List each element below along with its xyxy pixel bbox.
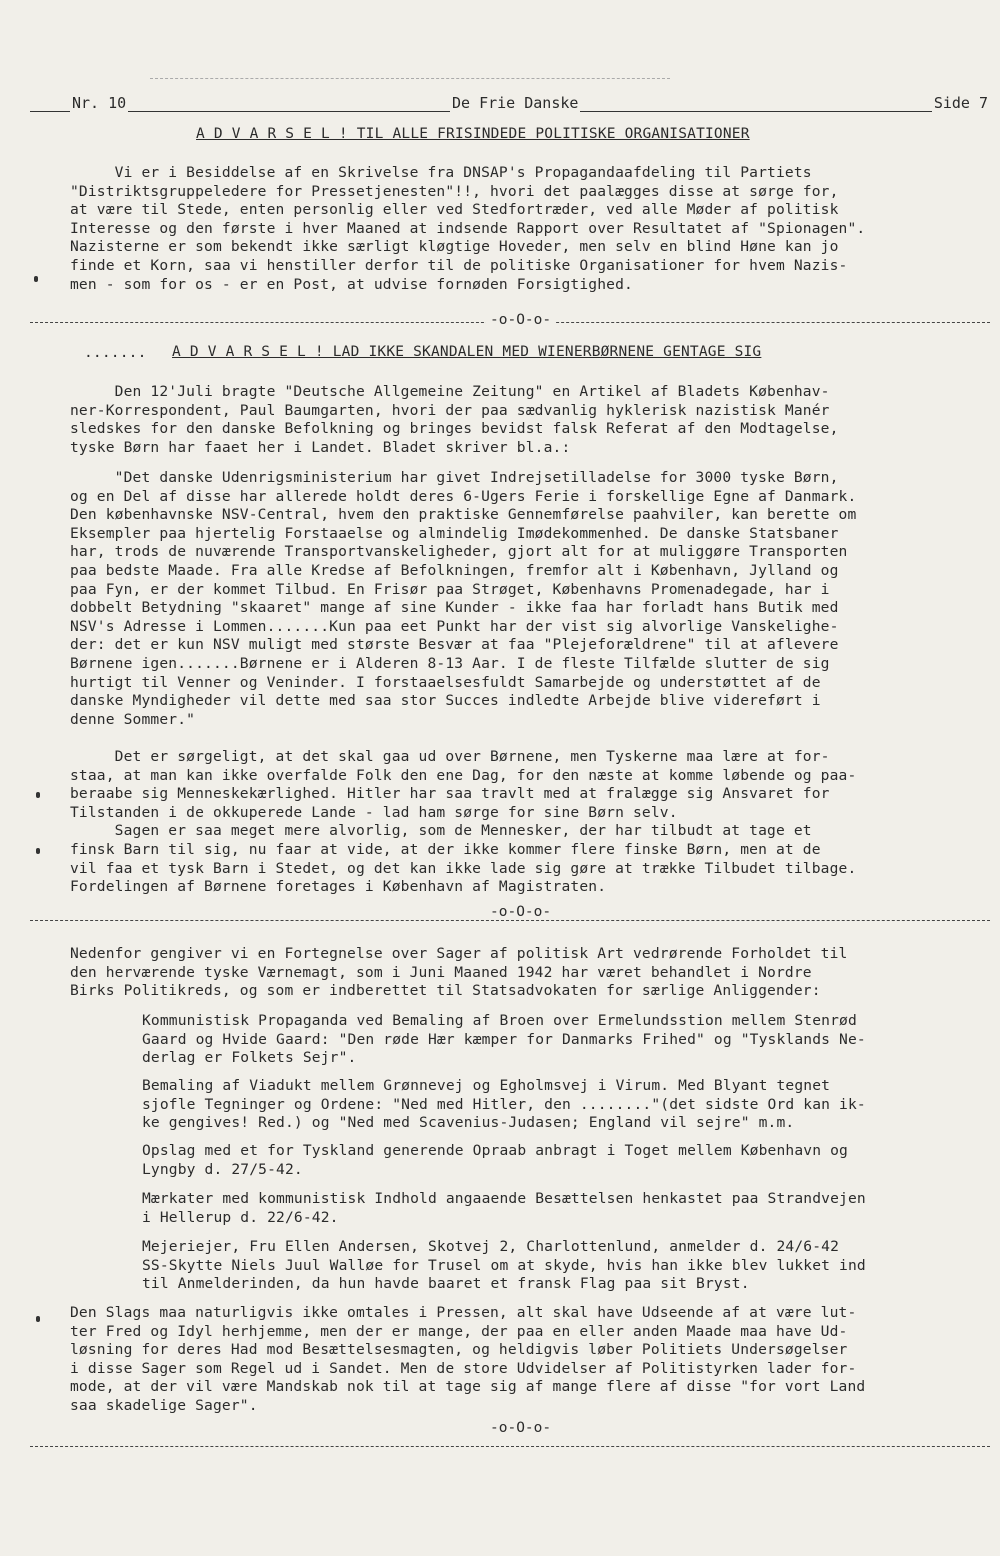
separator-2-mark: -o-O-o-	[486, 904, 555, 920]
section3-intro: Nedenfor gengiver vi en Fortegnelse over Sager af politisk Art vedrørende Forholdet til den herværende tyske Værnemagt, som i Juni Maaned 1942 har været behandlet i Nordre Birks Politikreds, og som er indberettet til Statsadvokaten for særlige Anliggender:	[70, 945, 848, 1000]
section2-title: A D V A R S E L ! LAD IKKE SKANDALEN MED WIENERBØRNENE GENTAGE SIG	[172, 344, 762, 360]
margin-mark	[36, 792, 40, 798]
separator-1-mark: -o-O-o-	[486, 312, 555, 328]
separator-2	[30, 920, 990, 921]
case-item: Bemaling af Viadukt mellem Grønnevej og Egholmsvej i Virum. Med Blyant tegnet sjofle Tegninger og Ordene: "Ned med Hitler, den ........"(det sidste Ord kan ik- ke gengives! Red.) og "Ned med Scavenius-Judasen; England vil sejre" m.m.	[142, 1077, 866, 1132]
section1-title: A D V A R S E L ! TIL ALLE FRISINDEDE POLITISKE ORGANISATIONER	[196, 126, 750, 142]
case-item: Kommunistisk Propaganda ved Bemaling af Broen over Ermelundsstion mellem Stenrød Gaard og Hvide Gaard: "Den røde Hær kæmper for Danmarks Frihed" og "Tysklands Ne- derlag er Folkets Sejr".	[142, 1012, 866, 1067]
page-header	[30, 94, 990, 116]
margin-mark	[36, 848, 40, 854]
separator-3-mark: -o-O-o-	[486, 1420, 555, 1436]
top-margin-rule	[150, 78, 670, 79]
page-number: Side 7	[933, 94, 988, 112]
case-item: Mejeriejer, Fru Ellen Andersen, Skotvej 2, Charlottenlund, anmelder d. 24/6-42 SS-Skytte Niels Juul Walløe for Trusel om at skyde, hvis han ikke blev lukket ind til Anmelderinden, da hun havde baaret et fransk Flag paa sit Bryst.	[142, 1238, 866, 1293]
section2-quote: "Det danske Udenrigsministerium har givet Indrejsetilladelse for 3000 tyske Børn, og en Del af disse har allerede holdt deres 6-Ugers Ferie i forskellige Egne af Danmark. Den københavnske NSV-Central, hvem den praktiske Gennemførelse paahviler, kan berette om Eksempler paa hjertelig Forstaaelse og almindelig Imødekommenhed. De danske Statsbaner har, trods de nuværende Transportvanskeligheder, gjort alt for at muliggøre Transporten paa bedste Maade. Fra alle Kredse af Befolkningen, fremfor alt i København, Jylland og paa Fyn, er der kommet Tilbud. En Frisør paa Strøget, Københavns Promenadegade, har i dobbelt Betydning "skaaret" mange af sine Kunder - ikke faa har forladt hans Butik med NSV's Adresse i Lommen.......Kun paa eet Punkt har der vist sig alvorlige Vanskelighe- der: det er kun NSV muligt med største Besvær at faa "Plejeforældrene" til at aflevere Børnene igen.......Børnene er i Alderen 8-13 Aar. I de fleste Tilfælde slutter de sig hurtigt til Venner og Veninder. I forstaaelsesfuldt Samarbejde og understøttet af de danske Myndigheder vil dette med saa stor Succes indledte Arbejde blive videreført i denne Sommer."	[70, 469, 857, 728]
case-item: Mærkater med kommunistisk Indhold angaaende Besættelsen henkastet paa Strandvejen i Hellerup d. 22/6-42.	[142, 1190, 866, 1226]
section2-commentary: Det er sørgeligt, at det skal gaa ud over Børnene, men Tyskerne maa lære at for- staa, at man kan ikke overfalde Folk den ene Dag, for den næste at komme løbende og paa- beraabe sig Menneskekærlighed. Hitler har saa travlt med at fralægge sig Ansvaret for Tilstanden i de okkuperede Lande - lad ham sørge for sine Børn selv. Sagen er saa meget mere alvorlig, som de Mennesker, der har tilbudt at tage et finsk Barn til sig, nu faar at vide, at der ikke kommer flere finske Børn, men at de vil faa et tysk Barn i Stedet, og det kan ikke lade sig gøre at trække Tilbudet tilbage. Fordelingen af Børnene foretages i København af Magistraten.	[70, 748, 857, 896]
separator-3	[30, 1446, 990, 1447]
newspaper-title: De Frie Danske	[452, 94, 579, 112]
margin-mark	[36, 1316, 40, 1322]
issue-number: Nr. 10	[72, 94, 127, 112]
margin-mark	[34, 276, 38, 282]
section2-lead-dots: .......	[84, 344, 147, 361]
section3-conclusion: Den Slags maa naturligvis ikke omtales i Pressen, alt skal have Udseende af at være lut- ter Fred og Idyl herhjemme, men der er mange, der paa en eller anden Maade maa have Ud- løsning for deres Had mod Besættelsesmagten, og heldigvis løber Politiets Undersøgelser i disse Sager som Regel ud i Sandet. Men de store Udvidelser af Politistyrken lader for- mode, at der vil være Mandskab nok til at tage sig af mange flere af disse "for vort Land saa skadelige Sager".	[70, 1304, 866, 1414]
case-item: Opslag med et for Tyskland generende Opraab anbragt i Toget mellem København og Lyngby d. 27/5-42.	[142, 1142, 848, 1178]
section2-intro: Den 12'Juli bragte "Deutsche Allgemeine Zeitung" en Artikel af Bladets Københav- ner-Korrespondent, Paul Baumgarten, hvori der paa sædvanlig hyklerisk nazistisk Manér sledskes for den danske Befolkning og bringes bevidst falsk Referat af den Modtagelse, tyske Børn har faaet her i Landet. Bladet skriver bl.a.:	[70, 383, 839, 456]
section1-body: Vi er i Besiddelse af en Skrivelse fra DNSAP's Propagandaafdeling til Partiets "Distriktsgruppeledere for Pressetjenesten"!!, hvori det paalægges disse at sørge for, at være til Stede, enten personlig eller ved Stedfortræder, ved alle Møder af politisk Interesse og den første i hver Maaned at indsende Rapport over Resultatet af "Spionagen". Nazisterne er som bekendt ikke særligt kløgtige Hoveder, men selv en blind Høne kan jo finde et Korn, saa vi henstiller derfor til de politiske Organisationer for hvem Nazis- men - som for os - er en Post, at udvise fornøden Forsigtighed.	[70, 164, 866, 293]
